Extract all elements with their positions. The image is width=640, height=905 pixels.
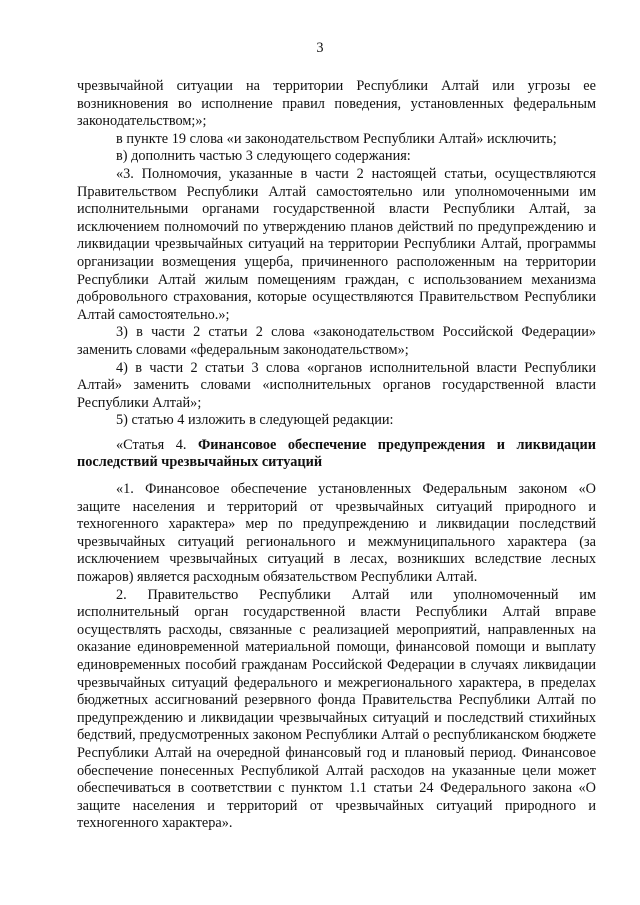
paragraph-item-5: 5) статью 4 изложить в следующей редакции: (116, 412, 394, 429)
article-paragraph-2: 2. Правительство Республики Алтай или уполномоченный им исполнительный орган государственной власти Республики Алтай вправе осуществлять расходы, связанные с реализацией мероприятий, направленных на оказание единовременной материальной помощи, финансовой помощи и выплату единовременных пособий гражданам Российской Федерации в случаях ликвидации чрезвычайных ситуаций федерального и межрегионального характера, в пределах бюджетных ассигнований резервного фонда Правительства Республики Алтай по предупреждению и ликвидации чрезвычайных ситуаций и последствий стихийных бедствий, предусмотренных законом Республики Алтай о республиканском бюджете Республики Алтай на очередной финансовый год и плановый период. Финансовое обеспечение понесенных Республикой Алтай расходов на указанные цели может обеспечиваться в соответствии с пунктом 1.1 статьи 24 Федерального закона «О защите населения и территорий от чрезвычайных ситуаций природного и техногенного характера». (77, 586, 596, 832)
article-prefix: «Статья 4. (116, 436, 198, 453)
paragraph-item-v: в) дополнить частью 3 следующего содержания: (116, 148, 411, 165)
paragraph-item-19: в пункте 19 слова «и законодательством Республики Алтай» исключить; (116, 130, 557, 147)
article-heading (77, 437, 596, 472)
article-paragraph-1: «1. Финансовое обеспечение установленных Федеральным законом «О защите населения и территорий от чрезвычайных ситуаций природного и техногенного характера» мер по предупреждению и ликвидации последствий чрезвычайных ситуаций регионального и межмуниципального характера (за исключением чрезвычайных ситуаций в лесах, возникших вследствие лесных пожаров) является расходным обязательством Республики Алтай. (77, 481, 596, 586)
paragraph-continuation: чрезвычайной ситуации на территории Республики Алтай или угрозы ее возникновения во исполнение правил поведения, установленных федеральным законодательством;»; (77, 78, 596, 130)
paragraph-item-4: 4) в части 2 статьи 3 слова «органов исполнительной власти Республики Алтай» заменить словами «исполнительных органов государственной власти Республики Алтай»; (77, 359, 596, 411)
document-body (77, 78, 596, 833)
article-title: Финансовое обеспечение предупреждения и ликвидации последствий чрезвычайных ситуаций (77, 436, 596, 471)
paragraph-item-3: 3) в части 2 статьи 2 слова «законодательством Российской Федерации» заменить словами «федеральным законодательством»; (77, 324, 596, 358)
page-number: 3 (316, 40, 324, 56)
paragraph-part-3: «3. Полномочия, указанные в части 2 настоящей статьи, осуществляются Правительством Республики Алтай самостоятельно или уполномоченными им исполнительными органами государственной власти Республики Алтай, за исключением полномочий по утверждению планов действий по предупреждению и ликвидации чрезвычайных ситуаций на территории Республики Алтай, программы организации возмещения ущерба, причиненного расположенным на территории Республики Алтай жилым помещениям граждан, с использованием механизма добровольного страхования, которые осуществляются Правительством Республики Алтай самостоятельно.»; (77, 165, 596, 323)
